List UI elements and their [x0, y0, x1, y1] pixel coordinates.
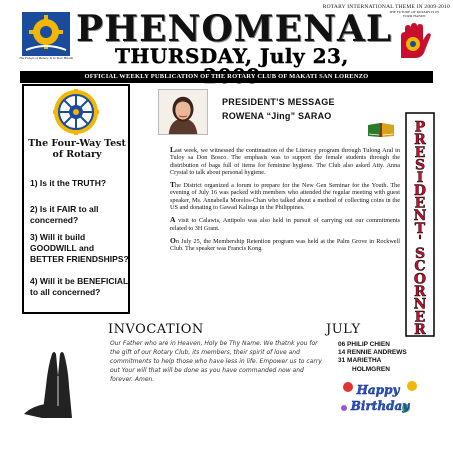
- banner-letter: N: [413, 296, 427, 313]
- message-paragraph-2: The District organized a forum to prepare for the New Gen Seminar for the Youth. The evening of July 16 was packed with members who attended the regular meeting with guest speaker, Ms. Annabella Morelos-Chan who talked about a method of collecting coins in the US and donating to Gawad Kalinga in the Philippines.: [170, 180, 400, 212]
- list-item: 14 RENNIE ANDREWS: [338, 349, 407, 357]
- rotary-hand-logo-icon: [393, 14, 435, 60]
- happy-birthday-graphic: [338, 378, 420, 416]
- list-item: 06 PHILIP CHIEN: [338, 341, 390, 348]
- presidents-message-body: [170, 146, 400, 258]
- banner-letter: ': [417, 233, 423, 250]
- banner-letter: S: [414, 246, 426, 263]
- banner-letter: R: [414, 321, 426, 337]
- four-way-test-title: The Four-Way Test of Rotary: [28, 138, 126, 160]
- banner-letter: N: [413, 208, 427, 225]
- four-way-item-2: 2) Is it FAIR to all concerned?: [30, 204, 99, 225]
- invocation-title: INVOCATION: [108, 322, 204, 337]
- banner-letter: E: [414, 144, 426, 161]
- banner-letter: O: [413, 271, 427, 288]
- issue-date: THURSDAY, July 23,: [115, 44, 349, 68]
- presidents-message-title: PRESIDENT'S MESSAGE: [222, 97, 335, 107]
- banner-letter: S: [414, 157, 426, 174]
- banner-letter: R: [414, 284, 426, 300]
- happy-word: Happy: [356, 383, 400, 397]
- banner-letter: P: [414, 119, 426, 136]
- rotary-wheel-icon: [53, 89, 99, 135]
- book-icon: [366, 122, 396, 138]
- list-item: HOLMGREN: [352, 365, 390, 373]
- praying-hands-icon: [12, 346, 104, 418]
- four-way-item-1: 1) Is it the TRUTH?: [30, 178, 107, 188]
- list-item: 31 MARIETHA: [338, 357, 382, 365]
- banner-letter: R: [414, 132, 426, 149]
- banner-letter: C: [414, 258, 426, 275]
- masthead-title: PHENOMENAL: [76, 8, 393, 50]
- banner-letter: T: [414, 220, 426, 237]
- four-way-item-4: 4) Will it be BENEFICIAL to all concerned?: [30, 276, 128, 297]
- message-paragraph-4: On July 25, the Membership Retention program was held at the Palm Grove in Rockwell Club. The speaker was Francis Kong.: [170, 235, 400, 253]
- right-logo-caption: THE FUTURE OF ROTARY IS IN YOUR HANDS: [389, 10, 439, 18]
- birthday-list: [338, 341, 448, 374]
- banner-letter: E: [414, 195, 426, 212]
- president-photo: [158, 89, 208, 135]
- theme-line: ROTARY INTERNATIONAL THEME IN 2009-2010: [322, 4, 450, 10]
- banner-letter: D: [413, 182, 427, 199]
- publication-bar: OFFICIAL WEEKLY PUBLICATION OF THE ROTARY CLUB OF MAKATI SAN LORENZO: [20, 71, 433, 83]
- message-paragraph-1: Last week, we witnessed the continuation of the Literacy program through Tulong Aral in Tuloy sa Don Bosco. The emphasis was to support the female students through the distribution of bags full of items for feminine hygiene. The Club also asked Atty. Anna Crystal to talk about personal hygiene.: [170, 145, 400, 176]
- banner-letter: E: [414, 309, 426, 326]
- president-name: ROWENA “Jing” SARAO: [222, 111, 332, 121]
- july-birthdays-title: JULY: [326, 322, 361, 337]
- rotary-theme-logo-icon: [22, 12, 70, 56]
- left-logo-caption: The Future of Rotary Is in Your Hands: [19, 56, 73, 60]
- birthday-word: Birthday: [350, 399, 410, 413]
- message-paragraph-3: A visit to Calawis, Antipolo was also held in pursuit of carrying out our commitments related to 3H Grant.: [170, 215, 400, 232]
- four-way-item-3: 3) Will it build GOODWILL and BETTER FRIENDSHIPS?: [30, 232, 129, 264]
- presidents-corner-banner: [405, 112, 435, 337]
- invocation-text: Our Father who are in Heaven, Holy be Thy Name. We thatnk you for the gift of our Rotary Club, its members, their spirit of love and commitments to help those who have less in life. Empower us to carry out Your will that will be done as you have commanded now and forever. Amen.: [110, 340, 322, 383]
- banner-letter: I: [416, 170, 424, 187]
